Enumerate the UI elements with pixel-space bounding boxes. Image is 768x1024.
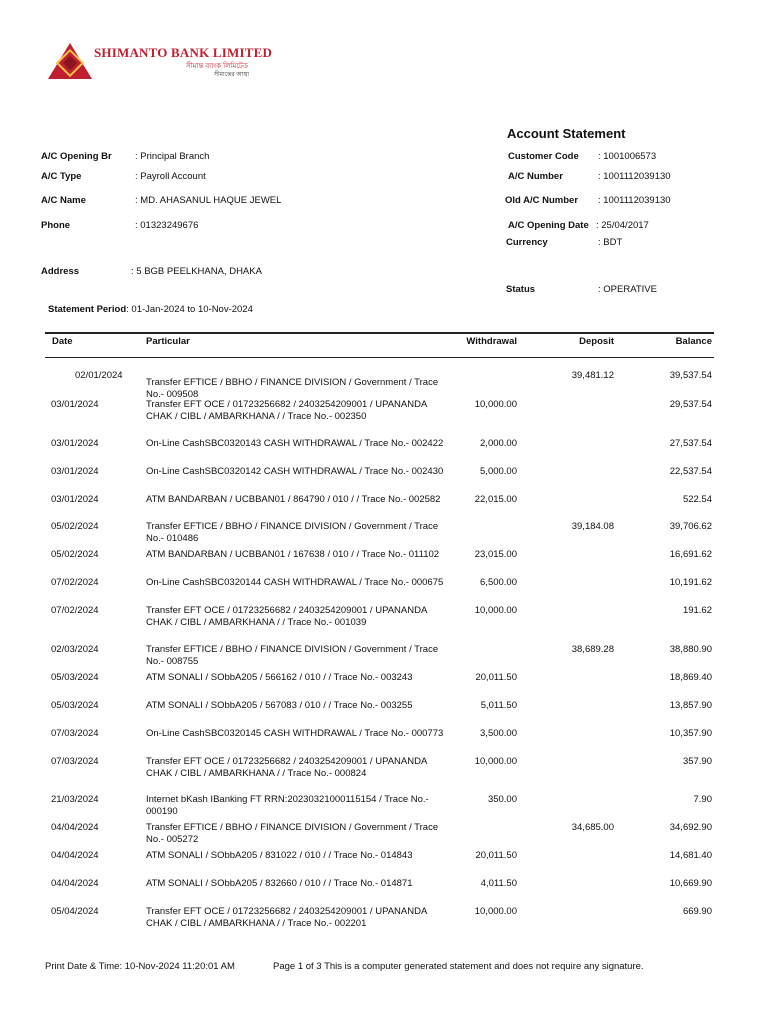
table-row bbox=[0, 756, 768, 784]
row-withdrawal: 10,000.00 bbox=[474, 399, 517, 410]
table-row bbox=[0, 700, 768, 728]
row-date: 04/04/2024 bbox=[51, 850, 99, 861]
ac-number-value: : 1001112039130 bbox=[598, 171, 671, 182]
row-withdrawal: 6,500.00 bbox=[480, 577, 517, 588]
table-row bbox=[0, 728, 768, 756]
table-row bbox=[0, 605, 768, 633]
phone-value: : 01323249676 bbox=[135, 220, 199, 231]
table-row bbox=[0, 521, 768, 549]
row-withdrawal: 22,015.00 bbox=[474, 494, 517, 505]
row-date: 02/01/2024 bbox=[75, 370, 123, 381]
row-withdrawal: 10,000.00 bbox=[474, 605, 517, 616]
statement-period bbox=[48, 304, 253, 315]
row-date: 03/01/2024 bbox=[51, 494, 99, 505]
row-particular: Transfer EFT OCE / 01723256682 / 2403254209001 / UPANANDA CHAK / CIBL / AMBARKHANA / / Trace No.- 002201 bbox=[146, 906, 427, 929]
print-time: Print Date & Time: 10-Nov-2024 11:20:01 AM bbox=[45, 961, 235, 972]
bank-logo-icon bbox=[48, 43, 92, 79]
col-header-withdrawal: Withdrawal bbox=[466, 336, 517, 347]
row-particular: Transfer EFT OCE / 01723256682 / 2403254209001 / UPANANDA CHAK / CIBL / AMBARKHANA / / Trace No.- 000824 bbox=[146, 756, 427, 779]
row-balance: 34,692.90 bbox=[669, 822, 712, 833]
row-withdrawal: 20,011.50 bbox=[475, 672, 517, 683]
table-row bbox=[0, 370, 768, 398]
row-withdrawal: 20,011.50 bbox=[475, 850, 517, 861]
opening-date-value: : 25/04/2017 bbox=[596, 220, 649, 231]
row-date: 07/02/2024 bbox=[51, 605, 99, 616]
ac-type-label: A/C Type bbox=[41, 171, 82, 182]
ac-name-value: : MD. AHASANUL HAQUE JEWEL bbox=[135, 195, 282, 206]
row-balance: 39,706.62 bbox=[669, 521, 712, 532]
row-particular: Internet bKash IBanking FT RRN:20230321000115154 / Trace No.- 000190 bbox=[146, 794, 429, 817]
row-date: 21/03/2024 bbox=[51, 794, 99, 805]
table-top-rule bbox=[45, 332, 714, 334]
old-ac-number-label: Old A/C Number bbox=[505, 195, 579, 206]
row-particular: Transfer EFTICE / BBHO / FINANCE DIVISION / Government / Trace No.- 008755 bbox=[146, 644, 439, 667]
row-particular: On-Line CashSBC0320142 CASH WITHDRAWAL / Trace No.- 002430 bbox=[146, 466, 444, 477]
table-row bbox=[0, 466, 768, 494]
row-particular: Transfer EFTICE / BBHO / FINANCE DIVISION / Government / Trace No.- 010486 bbox=[146, 521, 439, 544]
row-date: 04/04/2024 bbox=[51, 822, 99, 833]
table-row bbox=[0, 672, 768, 700]
opening-branch-label: A/C Opening Br bbox=[41, 151, 112, 162]
row-particular: Transfer EFT OCE / 01723256682 / 2403254209001 / UPANANDA CHAK / CIBL / AMBARKHANA / / Trace No.- 002350 bbox=[146, 399, 427, 422]
row-date: 05/04/2024 bbox=[51, 906, 99, 917]
address-label: Address bbox=[41, 266, 80, 277]
row-balance: 18,869.40 bbox=[669, 672, 712, 683]
row-particular: On-Line CashSBC0320143 CASH WITHDRAWAL / Trace No.- 002422 bbox=[146, 438, 444, 449]
row-balance: 38,880.90 bbox=[669, 644, 712, 655]
table-row bbox=[0, 438, 768, 466]
statement-period-value: : 01-Jan-2024 to 10-Nov-2024 bbox=[126, 304, 253, 315]
row-date: 07/03/2024 bbox=[51, 728, 99, 739]
row-withdrawal: 10,000.00 bbox=[474, 756, 517, 767]
row-particular: Transfer EFTICE / BBHO / FINANCE DIVISION / Government / Trace No.- 005272 bbox=[146, 822, 439, 845]
bank-name: SHIMANTO BANK LIMITED bbox=[94, 45, 273, 60]
row-balance: 10,357.90 bbox=[669, 728, 712, 739]
row-particular: Transfer EFT OCE / 01723256682 / 2403254209001 / UPANANDA CHAK / CIBL / AMBARKHANA / / Trace No.- 001039 bbox=[146, 605, 427, 628]
row-date: 02/03/2024 bbox=[51, 644, 99, 655]
col-header-deposit: Deposit bbox=[579, 336, 614, 347]
row-withdrawal: 2,000.00 bbox=[480, 438, 517, 449]
row-date: 05/02/2024 bbox=[51, 521, 99, 532]
opening-branch-value: : Principal Branch bbox=[135, 151, 210, 162]
row-balance: 522.54 bbox=[682, 494, 712, 505]
row-particular: ATM SONALI / SObbA205 / 831022 / 010 / / Trace No.- 014843 bbox=[146, 850, 413, 861]
row-date: 07/02/2024 bbox=[51, 577, 99, 588]
col-header-balance: Balance bbox=[675, 336, 712, 347]
row-balance: 7.90 bbox=[693, 794, 712, 805]
table-row bbox=[0, 494, 768, 522]
row-particular: ATM BANDARBAN / UCBBAN01 / 864790 / 010 / / Trace No.- 002582 bbox=[146, 494, 441, 505]
page-title: Account Statement bbox=[507, 126, 626, 141]
col-header-date: Date bbox=[52, 336, 73, 347]
row-withdrawal: 3,500.00 bbox=[480, 728, 517, 739]
ac-name-label: A/C Name bbox=[41, 195, 86, 206]
row-balance: 29,537.54 bbox=[669, 399, 712, 410]
row-withdrawal: 350.00 bbox=[487, 794, 517, 805]
row-particular: On-Line CashSBC0320145 CASH WITHDRAWAL / Trace No.- 000773 bbox=[146, 728, 444, 739]
row-balance: 27,537.54 bbox=[669, 438, 712, 449]
row-balance: 39,537.54 bbox=[669, 370, 712, 381]
row-date: 03/01/2024 bbox=[51, 399, 99, 410]
row-deposit: 39,481.12 bbox=[571, 370, 614, 381]
table-row bbox=[0, 549, 768, 577]
table-row bbox=[0, 850, 768, 878]
opening-date-label: A/C Opening Date bbox=[508, 220, 589, 231]
row-deposit: 39,184.08 bbox=[571, 521, 614, 532]
old-ac-number-value: : 1001112039130 bbox=[598, 195, 671, 206]
row-withdrawal: 10,000.00 bbox=[474, 906, 517, 917]
row-withdrawal: 4,011.50 bbox=[480, 878, 517, 889]
address-value: : 5 BGB PEELKHANA, DHAKA bbox=[131, 266, 262, 277]
currency-value: : BDT bbox=[598, 237, 623, 248]
row-date: 05/02/2024 bbox=[51, 549, 99, 560]
phone-label: Phone bbox=[41, 220, 71, 231]
row-balance: 357.90 bbox=[682, 756, 712, 767]
table-row bbox=[0, 577, 768, 605]
row-particular: Transfer EFTICE / BBHO / FINANCE DIVISION / Government / Trace No.- 009508 bbox=[146, 377, 439, 400]
table-row bbox=[0, 644, 768, 672]
ac-type-value: : Payroll Account bbox=[135, 171, 206, 182]
row-particular: ATM BANDARBAN / UCBBAN01 / 167638 / 010 / / Trace No.- 011102 bbox=[146, 549, 440, 560]
table-row bbox=[0, 399, 768, 427]
row-date: 04/04/2024 bbox=[51, 878, 99, 889]
status-value: : OPERATIVE bbox=[598, 284, 657, 295]
row-balance: 16,691.62 bbox=[669, 549, 712, 560]
table-header-rule bbox=[45, 357, 714, 358]
row-balance: 14,681.40 bbox=[669, 850, 712, 861]
row-particular: ATM SONALI / SObbA205 / 566162 / 010 / / Trace No.- 003243 bbox=[146, 672, 413, 683]
bank-tagline: সীমান্তের আস্থা bbox=[214, 72, 249, 78]
row-balance: 10,191.62 bbox=[669, 577, 712, 588]
row-balance: 10,669.90 bbox=[669, 878, 712, 889]
row-balance: 669.90 bbox=[682, 906, 712, 917]
row-date: 03/01/2024 bbox=[51, 466, 99, 477]
row-date: 07/03/2024 bbox=[51, 756, 99, 767]
customer-code-label: Customer Code bbox=[508, 151, 579, 162]
table-row bbox=[0, 822, 768, 850]
status-label: Status bbox=[506, 284, 536, 295]
page-note: Page 1 of 3 This is a computer generated statement and does not require any signature. bbox=[273, 961, 644, 972]
statement-period-label: Statement Period bbox=[48, 304, 127, 315]
row-balance: 22,537.54 bbox=[669, 466, 712, 477]
table-row bbox=[0, 906, 768, 934]
row-date: 03/01/2024 bbox=[51, 438, 99, 449]
currency-label: Currency bbox=[506, 237, 548, 248]
bank-name-bengali: সীমান্ত ব্যাংক লিমিটেড bbox=[186, 63, 249, 70]
row-date: 05/03/2024 bbox=[51, 672, 99, 683]
col-header-particular: Particular bbox=[146, 336, 190, 347]
row-particular: On-Line CashSBC0320144 CASH WITHDRAWAL / Trace No.- 000675 bbox=[146, 577, 444, 588]
customer-code-value: : 1001006573 bbox=[598, 151, 657, 162]
row-date: 05/03/2024 bbox=[51, 700, 99, 711]
row-withdrawal: 5,011.50 bbox=[480, 700, 517, 711]
row-balance: 191.62 bbox=[682, 605, 712, 616]
table-row bbox=[0, 878, 768, 906]
row-deposit: 38,689.28 bbox=[571, 644, 614, 655]
row-deposit: 34,685.00 bbox=[571, 822, 614, 833]
row-withdrawal: 5,000.00 bbox=[480, 466, 517, 477]
row-particular: ATM SONALI / SObbA205 / 567083 / 010 / / Trace No.- 003255 bbox=[146, 700, 413, 711]
table-row bbox=[0, 794, 768, 822]
row-balance: 13,857.90 bbox=[669, 700, 712, 711]
row-particular: ATM SONALI / SObbA205 / 832660 / 010 / / Trace No.- 014871 bbox=[146, 878, 413, 889]
ac-number-label: A/C Number bbox=[508, 171, 563, 182]
row-withdrawal: 23,015.00 bbox=[474, 549, 517, 560]
